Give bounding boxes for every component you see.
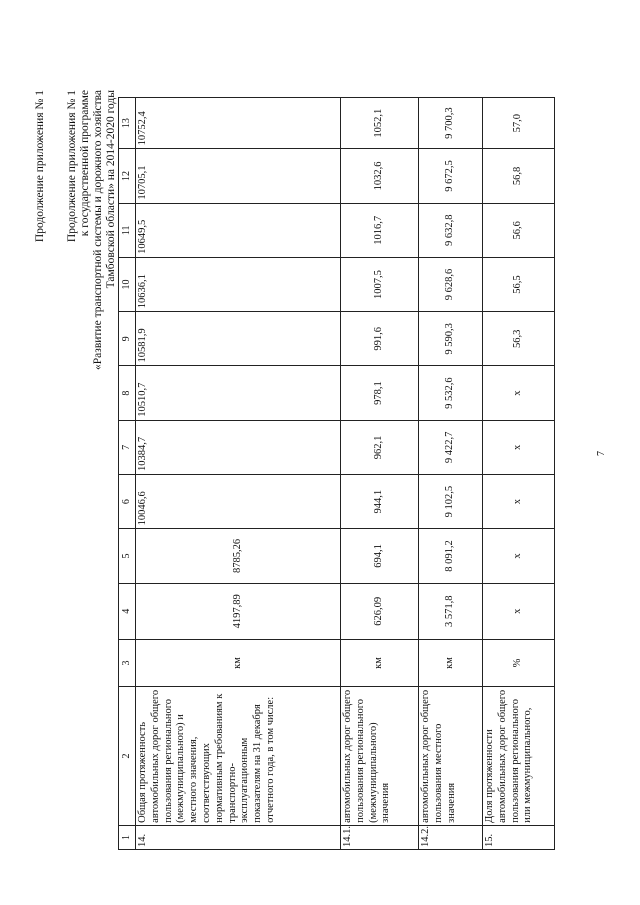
column-header: 5 — [119, 529, 136, 583]
table-row — [136, 98, 341, 850]
unit-cell: % — [483, 639, 555, 686]
value-cell: 10752,4 — [136, 98, 341, 149]
table-header-row — [119, 98, 136, 850]
value-cell: 3 571,8 — [419, 583, 483, 639]
indicators-table — [118, 97, 555, 850]
page-number: 7 — [596, 451, 607, 456]
value-cell: 56,6 — [483, 203, 555, 257]
indicator-name: Общая протяженность автомобильных дорог общего пользования регионального (межмуниципального) и местного значения, соответствующих нормативным требованиям к транспортно-эксплуатационным показателям на 31 декабря отчетного года, в том числе: — [136, 687, 341, 826]
value-cell: 944,1 — [341, 475, 419, 529]
indicator-name: автомобильных дорог общего пользования местного значения — [419, 687, 483, 826]
column-header: 2 — [119, 687, 136, 826]
program-years-line: Тамбовской области» на 2014-2020 годы — [105, 90, 117, 289]
unit-cell: км — [341, 639, 419, 686]
unit-cell: км — [419, 639, 483, 686]
value-cell: 9 102,5 — [419, 475, 483, 529]
value-cell: x — [483, 583, 555, 639]
value-cell: 1016,7 — [341, 203, 419, 257]
value-cell: 1052,1 — [341, 98, 419, 149]
row-number: 14.2. — [419, 825, 483, 849]
value-cell: 9 628,6 — [419, 257, 483, 311]
table-row — [341, 98, 419, 850]
value-cell: 10705,1 — [136, 149, 341, 203]
value-cell: 56,8 — [483, 149, 555, 203]
indicator-name: Доля протяженности автомобильных дорог общего пользования регионального или межмуниципального, — [483, 687, 555, 826]
program-title-line: «Развитие транспортной системы и дорожного хозяйства — [92, 90, 104, 370]
column-header: 6 — [119, 475, 136, 529]
value-cell: 10649,5 — [136, 203, 341, 257]
value-cell: 9 422,7 — [419, 420, 483, 474]
column-header: 4 — [119, 583, 136, 639]
column-header: 13 — [119, 98, 136, 149]
value-cell: x — [483, 420, 555, 474]
value-cell: 626,09 — [341, 583, 419, 639]
value-cell: 9 700,3 — [419, 98, 483, 149]
column-header: 8 — [119, 366, 136, 420]
column-header: 12 — [119, 149, 136, 203]
value-cell: 1032,6 — [341, 149, 419, 203]
value-cell: 9 532,6 — [419, 366, 483, 420]
column-header: 9 — [119, 312, 136, 366]
value-cell: 10581,9 — [136, 312, 341, 366]
continuation-label: Продолжение приложения № 1 — [34, 90, 46, 243]
unit-cell: км — [136, 639, 341, 686]
value-cell: 10384,7 — [136, 420, 341, 474]
value-cell: 9 632,8 — [419, 203, 483, 257]
column-header: 11 — [119, 203, 136, 257]
column-header: 3 — [119, 639, 136, 686]
value-cell: 10636,1 — [136, 257, 341, 311]
value-cell: 57,0 — [483, 98, 555, 149]
value-cell: x — [483, 529, 555, 583]
value-cell: 978,1 — [341, 366, 419, 420]
value-cell: 10510,7 — [136, 366, 341, 420]
row-number: 14.1. — [341, 825, 419, 849]
column-header: 10 — [119, 257, 136, 311]
value-cell: x — [483, 475, 555, 529]
value-cell: 962,1 — [341, 420, 419, 474]
table-row — [419, 98, 483, 850]
value-cell: 991,6 — [341, 312, 419, 366]
value-cell: 4197,89 — [136, 583, 341, 639]
value-cell: 56,5 — [483, 257, 555, 311]
value-cell: 9 590,3 — [419, 312, 483, 366]
value-cell: 56,3 — [483, 312, 555, 366]
column-header: 7 — [119, 420, 136, 474]
value-cell: 8 091,2 — [419, 529, 483, 583]
program-reference-line: к государственной программе — [79, 90, 91, 237]
value-cell: 10046,6 — [136, 475, 341, 529]
table-row — [483, 98, 555, 850]
row-number: 15. — [483, 825, 555, 849]
value-cell: 8785,26 — [136, 529, 341, 583]
value-cell: 694,1 — [341, 529, 419, 583]
value-cell: x — [483, 366, 555, 420]
indicator-name: автомобильных дорог общего пользования регионального (межмуниципального) значения — [341, 687, 419, 826]
value-cell: 1007,5 — [341, 257, 419, 311]
row-number: 14. — [136, 825, 341, 849]
appendix-continuation-line: Продолжение приложения № 1 — [66, 90, 78, 243]
value-cell: 9 672,5 — [419, 149, 483, 203]
column-header: 1 — [119, 825, 136, 849]
